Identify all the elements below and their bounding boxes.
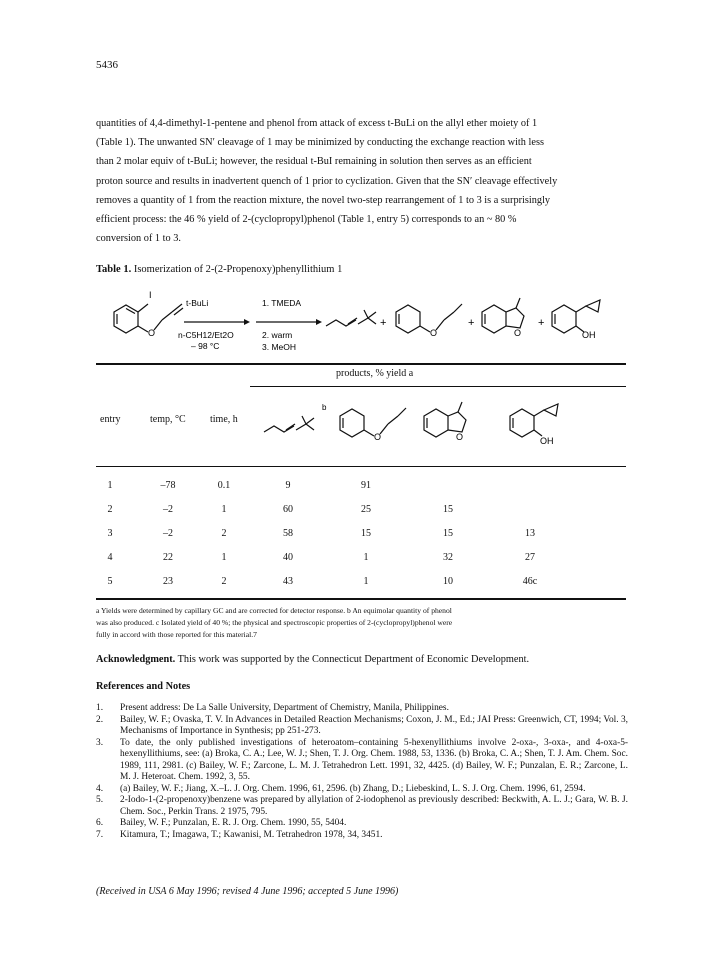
column-header-time: time, h xyxy=(210,414,238,425)
reference-item xyxy=(96,830,628,842)
table-title xyxy=(96,264,342,275)
table-header-rule xyxy=(96,466,626,467)
reference-text: Kitamura, T.; Imagawa, T.; Kawanisi, M. Tetrahedron 1978, 34, 3451. xyxy=(120,829,383,840)
reagent-tbuli: t-BuLi xyxy=(186,298,209,308)
paragraph-line: (Table 1). The unwanted SN′ cleavage of 1 may be minimized by conducting the exchange reaction with less xyxy=(96,137,544,149)
table-cell: 2 xyxy=(221,576,227,587)
table-cell: 1 xyxy=(363,552,369,563)
table-cell: 1 xyxy=(107,480,113,491)
table-bottom-rule xyxy=(96,598,626,600)
reference-number: 5. xyxy=(96,795,104,805)
footnote-line: was also produced. c Isolated yield of 40 %; the physical and spectroscopic properties of 2-(cyclopropyl)phenol were xyxy=(96,618,453,627)
reference-text: Bailey, W. F.; Ovaska, T. V. In Advances in Detailed Reaction Mechanisms; Coxon, J. M., Ed.; JAI Press: Greenwich, CT, 1994; Vol. 3, Mechanisms of Importance in Synthesis; pp 251-273. xyxy=(120,714,628,736)
reference-text: (a) Bailey, W. F.; Jiang, X.–L. J. Org. Chem. 1996, 61, 2596. (b) Zhang, D.; Liebeskind, L. S. J. Org. Chem. 1996, 61, 2594. xyxy=(120,783,586,794)
products-header: products, % yield a xyxy=(336,368,414,379)
references-list xyxy=(96,703,628,841)
oxygen-label: O xyxy=(430,328,438,338)
table-cell: 43 xyxy=(283,576,293,587)
table-cell: 2 xyxy=(107,504,113,515)
reference-item xyxy=(96,795,628,818)
oh-label: OH xyxy=(540,436,554,446)
table-title-text: Isomerization of 2-(2-Propenoxy)phenyllithium 1 xyxy=(133,264,343,275)
step-meoh: 3. MeOH xyxy=(262,342,297,352)
plus-sign: + xyxy=(468,317,475,329)
table-cell: 10 xyxy=(443,576,453,587)
oxygen-label: O xyxy=(456,432,464,442)
table-top-rule xyxy=(96,363,626,365)
reference-number: 4. xyxy=(96,783,104,794)
table-footnotes xyxy=(96,605,616,641)
received-dates: (Received in USA 6 May 1996; revised 4 June 1996; accepted 5 June 1996) xyxy=(96,886,399,897)
paragraph-line: quantities of 4,4-dimethyl-1-pentene and phenol from attack of excess t-BuLi on the allyl ether moiety of 1 xyxy=(96,118,538,129)
table-cell: 1 xyxy=(221,504,227,515)
step-warm: 2. warm xyxy=(262,330,293,340)
paragraph-line: removes a quantity of 1 from the reaction mixture, the novel two-step rearrangement of 1 to 3 is a surprisingly xyxy=(96,194,551,206)
table-title-label: Table 1. xyxy=(96,264,132,275)
temperature-label: – 98 °C xyxy=(191,341,220,351)
plus-sign: + xyxy=(380,317,387,329)
footnote-b-marker: b xyxy=(322,403,327,412)
step-tmeda: 1. TMEDA xyxy=(262,298,302,308)
table-cell: 23 xyxy=(163,576,173,587)
reference-text: To date, the only published investigations of heteroatom–containing 5-hexenyllithiums involve 2-oxa-, 3-oxa-, and 4-oxa-5-hexenyllithiums, see: (a) Broka, C. A.; Lee, W. J.; Shen, T. J. Org. Chem. 1988, 53, 1336. (b) Broka, C. A.; Shen, T. J. Am. Chem. Soc. 1989, 111, 2981. (c) Bailey, W. F.; Zarcone, L. M. J. Tetrahedron Lett. 1991, 32, 4425. (d) Bailey, W. F.; Punzalan, E. R.; Zarcone, L. M. J. Heteroat. Chem. 1992, 3, 55. xyxy=(120,737,628,782)
plus-sign: + xyxy=(538,317,545,329)
table-cell: –2 xyxy=(163,504,173,515)
oxygen-label: O xyxy=(148,328,156,338)
reference-item xyxy=(96,703,628,715)
table-cell: 4 xyxy=(107,552,113,563)
paragraph-line: efficient process: the 46 % yield of 2-(cyclopropyl)phenol (Table 1, entry 5) corresponds to an ~ 80 % xyxy=(96,214,517,226)
paragraph-line: conversion of 1 to 3. xyxy=(96,233,181,245)
oxygen-label: O xyxy=(374,432,382,442)
table-cell: 60 xyxy=(283,504,293,515)
table-cell: 15 xyxy=(361,528,371,539)
acknowledgment-text: This work was supported by the Connecticut Department of Economic Development. xyxy=(177,654,530,665)
reference-text: 2-Iodo-1-(2-propenoxy)benzene was prepared by allylation of 2-iodophenol as previously described: Beckwith, A. L. J.; Gara, W. B. J. Chem. Soc., Perkin Trans. 2 1975, 795. xyxy=(120,795,628,817)
body-paragraph xyxy=(96,114,628,248)
reference-number: 3. xyxy=(96,737,104,748)
table-cell: 46c xyxy=(522,576,538,587)
table-cell: 15 xyxy=(443,504,453,515)
reference-number: 7. xyxy=(96,829,104,840)
column-header-entry: entry xyxy=(100,414,121,425)
reference-item xyxy=(96,738,628,784)
paragraph-line: proton source and results in inadvertent quench of 1 prior to cyclization. Given that the SN′ cleavage effectively xyxy=(96,175,558,187)
table-cell: 15 xyxy=(443,528,453,539)
table-cell: 1 xyxy=(363,576,369,587)
oh-label: OH xyxy=(582,330,596,340)
reference-number: 2. xyxy=(96,714,104,725)
footnote-line: a Yields were determined by capillary GC and are corrected for detector response. b An equimolar quantity of phenol xyxy=(96,606,452,615)
product-structure-headers xyxy=(96,370,636,465)
iodo-label: I xyxy=(149,290,152,300)
reference-item xyxy=(96,715,628,738)
reference-text: Bailey, W. F.; Punzalan, E. R. J. Org. Chem. 1990, 55, 5404. xyxy=(120,818,347,828)
reaction-scheme xyxy=(96,284,636,364)
table-cell: 3 xyxy=(107,528,113,539)
acknowledgment-label: Acknowledgment. xyxy=(96,654,176,665)
reference-item xyxy=(96,818,628,830)
reference-number: 6. xyxy=(96,818,104,828)
references-heading: References and Notes xyxy=(96,681,191,692)
oxygen-label: O xyxy=(514,328,522,338)
table-cell: 91 xyxy=(361,480,371,491)
footnote-line: fully in accord with those reported for this material.7 xyxy=(96,630,257,639)
solvent-label: n-C5H12/Et2O xyxy=(178,330,234,340)
table-cell: –2 xyxy=(163,528,173,539)
table-cell: 58 xyxy=(283,528,293,539)
paragraph-line: than 2 molar equiv of t-BuLi; however, the residual t-BuI remaining in solution then serves as an efficient xyxy=(96,156,532,168)
table-cell: 1 xyxy=(221,552,227,563)
table-cell: 0.1 xyxy=(217,480,231,491)
column-header-temp: temp, °C xyxy=(150,414,186,425)
table-cell: 40 xyxy=(283,552,293,563)
table-cell: 32 xyxy=(443,552,453,563)
reference-item xyxy=(96,784,628,796)
table-cell: –78 xyxy=(160,480,176,491)
table-cell: 2 xyxy=(221,528,227,539)
acknowledgment xyxy=(96,654,636,665)
table-cell: 22 xyxy=(163,552,173,563)
table-cell: 13 xyxy=(525,528,535,539)
page-number: 5436 xyxy=(96,59,118,71)
table-cell: 25 xyxy=(361,504,371,515)
reference-text: Present address: De La Salle University, Department of Chemistry, Manila, Philippines. xyxy=(120,703,449,713)
table-cell: 9 xyxy=(285,480,291,491)
table-cell: 5 xyxy=(107,576,113,587)
reference-number: 1. xyxy=(96,703,104,713)
table-cell: 27 xyxy=(525,552,535,563)
